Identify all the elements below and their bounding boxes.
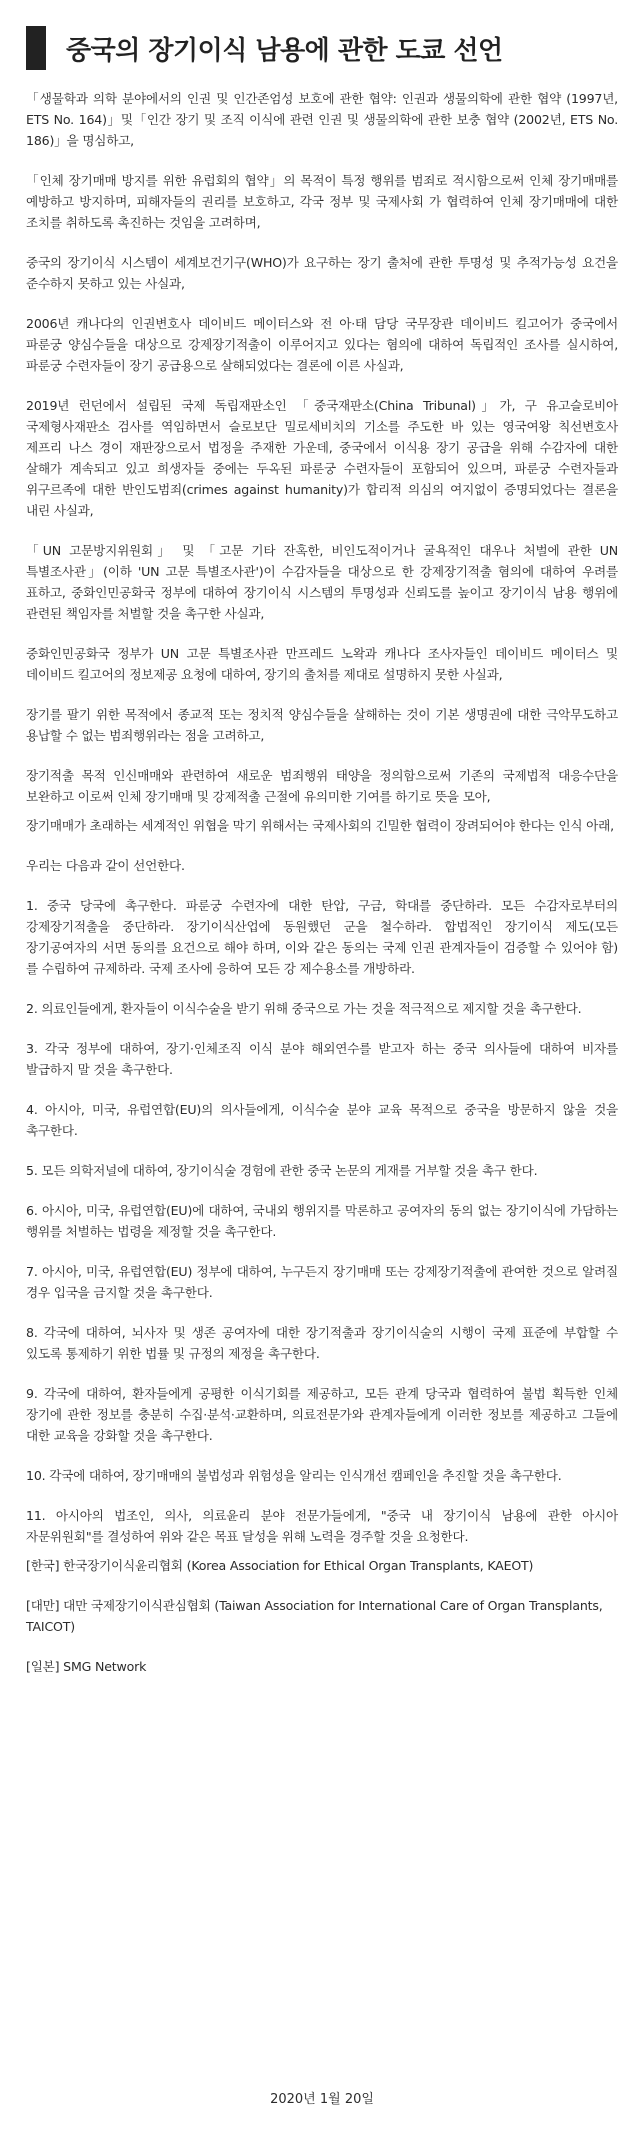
preamble-paragraph: 「인체 장기매매 방지를 위한 유럽회의 협약」의 목적이 특정 행위를 범죄로 적시함으로써 인체 장기매매를 예방하고 방지하며, 피해자들의 권리를 보호하고, 각국 정부 및 국제사회 가 협력하여 인체 장기매매에 대한 조치를 취하도록 촉진하는 것임을 고려하며, xyxy=(26,173,618,230)
title-accent-bar xyxy=(26,26,46,70)
preamble-paragraph: 2019년 런던에서 설립된 국제 독립재판소인 「중국재판소(China Tribunal)」가, 구 유고슬로비아 국제형사재판소 검사를 역임하면서 슬로보단 밀로세비치의 기소를 주도한 바 있는 영국여왕 칙선변호사 제프리 나스 경이 재판장으로서 법정을 주재한 가운데, 중국에서 이식용 장기 공급을 위해 수감자에 대한 살해가 계속되고 있고 희생자들 중에는 두옥된 파룬궁 수련자들이 포함되어 있으며, 파룬궁 수련자들과 위구르족에 대한 반인도범죄(crimes against humanity)가 합리적 의심의 여지없이 증명되었다는 결론을 내린 사실과, xyxy=(26,398,618,518)
title-row xyxy=(26,26,618,70)
preamble-paragraph: 장기를 팔기 위한 목적에서 종교적 또는 정치적 양심수들을 살해하는 것이 기본 생명권에 대한 극악무도하고 용납할 수 없는 범죄행위라는 점을 고려하고, xyxy=(26,707,618,743)
preamble-paragraph: 중국의 장기이식 시스템이 세계보건기구(WHO)가 요구하는 장기 출처에 관한 투명성 및 추적가능성 요건을 준수하지 못하고 있는 사실과, xyxy=(26,255,618,291)
signatory-japan: [일본] SMG Network xyxy=(26,1659,147,1674)
declaration-item: 2. 의료인들에게, 환자들이 이식수술을 받기 위해 중국으로 가는 것을 적극적으로 제지할 것을 촉구한다. xyxy=(26,1001,582,1016)
declaration-item: 1. 중국 당국에 촉구한다. 파룬궁 수련자에 대한 탄압, 구금, 학대를 중단하라. 모든 수감자로부터의 강제장기적출을 중단하라. 장기이식산업에 동원했던 군을 철수하라. 합법적인 장기이식 제도(모든 장기공여자의 서면 동의를 요건으로 해야 하며, 이와 같은 동의는 국제 인권 관계자들이 검증할 수 있어야 함)를 수립하여 규제하라. 국제 조사에 응하여 모든 강 제수용소를 개방하라. xyxy=(26,898,618,976)
preamble-paragraph: 장기적출 목적 인신매매와 관련하여 새로운 범죄행위 태양을 정의함으로써 기존의 국제법적 대응수단을 보완하고 이로써 인체 장기매매 및 강제적출 근절에 유의미한 기여를 하기로 뜻을 모아, xyxy=(26,768,618,804)
declaration-item: 6. 아시아, 미국, 유럽연합(EU)에 대하여, 국내외 행위지를 막론하고 공여자의 동의 없는 장기이식에 가담하는 행위를 처벌하는 법령을 제정할 것을 촉구한다. xyxy=(26,1203,618,1239)
declaration-page xyxy=(0,26,644,2131)
declaration-item: 5. 모든 의학저널에 대하여, 장기이식술 경험에 관한 중국 논문의 게재를 거부할 것을 촉구 한다. xyxy=(26,1163,538,1178)
declaration-item: 3. 각국 정부에 대하여, 장기·인체조직 이식 분야 해외연수를 받고자 하는 중국 의사들에 대하여 비자를 발급하지 말 것을 촉구한다. xyxy=(26,1041,618,1077)
preamble-paragraph: 「UN 고문방지위원회」 및 「고문 기타 잔혹한, 비인도적이거나 굴욕적인 대우나 처벌에 관한 UN 특별조사관」(이하 'UN 고문 특별조사관')이 수감자들을 대상으로 한 강제장기적출 혐의에 대하여 우려를 표하고, 중화인민공화국 정부에 대하여 장기이식 시스템의 투명성과 신뢰도를 높이고 장기이식 남용 행위에 관련된 책임자를 처벌할 것을 촉구한 사실과, xyxy=(26,543,618,621)
signatory-taiwan: [대만] 대만 국제장기이식관심협회 (Taiwan Association for International Care of Organ Transplants, TAICOT) xyxy=(26,1598,603,1634)
preamble-paragraph: 2006년 캐나다의 인권변호사 데이비드 메이터스와 전 아·태 담당 국무장관 데이비드 킬고어가 중국에서 파룬궁 양심수들을 대상으로 강제장기적출이 이루어지고 있다는 혐의에 대하여 독립적인 조사를 실시하여, 파룬궁 수련자들이 장기 공급용으로 살해되었다는 결론에 이른 사실과, xyxy=(26,316,618,373)
declaration-item: 4. 아시아, 미국, 유럽연합(EU)의 의사들에게, 이식수술 분야 교육 목적으로 중국을 방문하지 않을 것을 촉구한다. xyxy=(26,1102,618,1138)
preamble-paragraph: 중화인민공화국 정부가 UN 고문 특별조사관 만프레드 노왁과 캐나다 조사자들인 데이비드 메이터스 및 데이비드 킬고어의 정보제공 요청에 대하여, 장기의 출처를 제대로 설명하지 못한 사실과, xyxy=(26,646,618,682)
preamble-paragraph: 「생물학과 의학 분야에서의 인권 및 인간존엄성 보호에 관한 협약: 인권과 생물의학에 관한 협약 (1997년, ETS No. 164)」및「인간 장기 및 조직 이식에 관련 인권 및 생물의학에 관한 보충 협약 (2002년, ETS No. 186)」을 명심하고, xyxy=(26,91,618,148)
declaration-date: 2020년 1월 20일 xyxy=(270,2092,374,2107)
declaration-item: 11. 아시아의 법조인, 의사, 의료윤리 분야 전문가들에게, "중국 내 장기이식 남용에 관한 아시아 자문위원회"를 결성하여 위와 같은 목표 달성을 위해 노력을 경주할 것을 요청한다. xyxy=(26,1508,618,1544)
declaration-item: 10. 각국에 대하여, 장기매매의 불법성과 위험성을 알리는 인식개선 캠페인을 추진할 것을 촉구한다. xyxy=(26,1468,562,1483)
declaration-intro: 우리는 다음과 같이 선언한다. xyxy=(26,858,185,873)
declaration-item: 8. 각국에 대하여, 뇌사자 및 생존 공여자에 대한 장기적출과 장기이식술의 시행이 국제 표준에 부합할 수 있도록 통제하기 위한 법률 및 규정의 제정을 촉구한다. xyxy=(26,1325,618,1361)
signatory-korea: [한국] 한국장기이식윤리협회 (Korea Association for Ethical Organ Transplants, KAEOT) xyxy=(26,1558,534,1573)
declaration-item: 9. 각국에 대하여, 환자들에게 공평한 이식기회를 제공하고, 모든 관계 당국과 협력하여 불법 획득한 인체 장기에 관한 정보를 충분히 수집·분석·교환하며, 의료전문가와 관계자들에게 이러한 정보를 제공하고 그들에 대한 교육을 강화할 것을 촉구한다. xyxy=(26,1386,618,1443)
preamble-paragraph: 장기매매가 초래하는 세계적인 위협을 막기 위해서는 국제사회의 긴밀한 협력이 장려되어야 한다는 인식 아래, xyxy=(26,818,614,833)
page-title: 중국의 장기이식 남용에 관한 도쿄 선언 xyxy=(66,35,503,66)
declaration-item: 7. 아시아, 미국, 유럽연합(EU) 정부에 대하여, 누구든지 장기매매 또는 강제장기적출에 관여한 것으로 알려질 경우 입국을 금지할 것을 촉구한다. xyxy=(26,1264,618,1300)
